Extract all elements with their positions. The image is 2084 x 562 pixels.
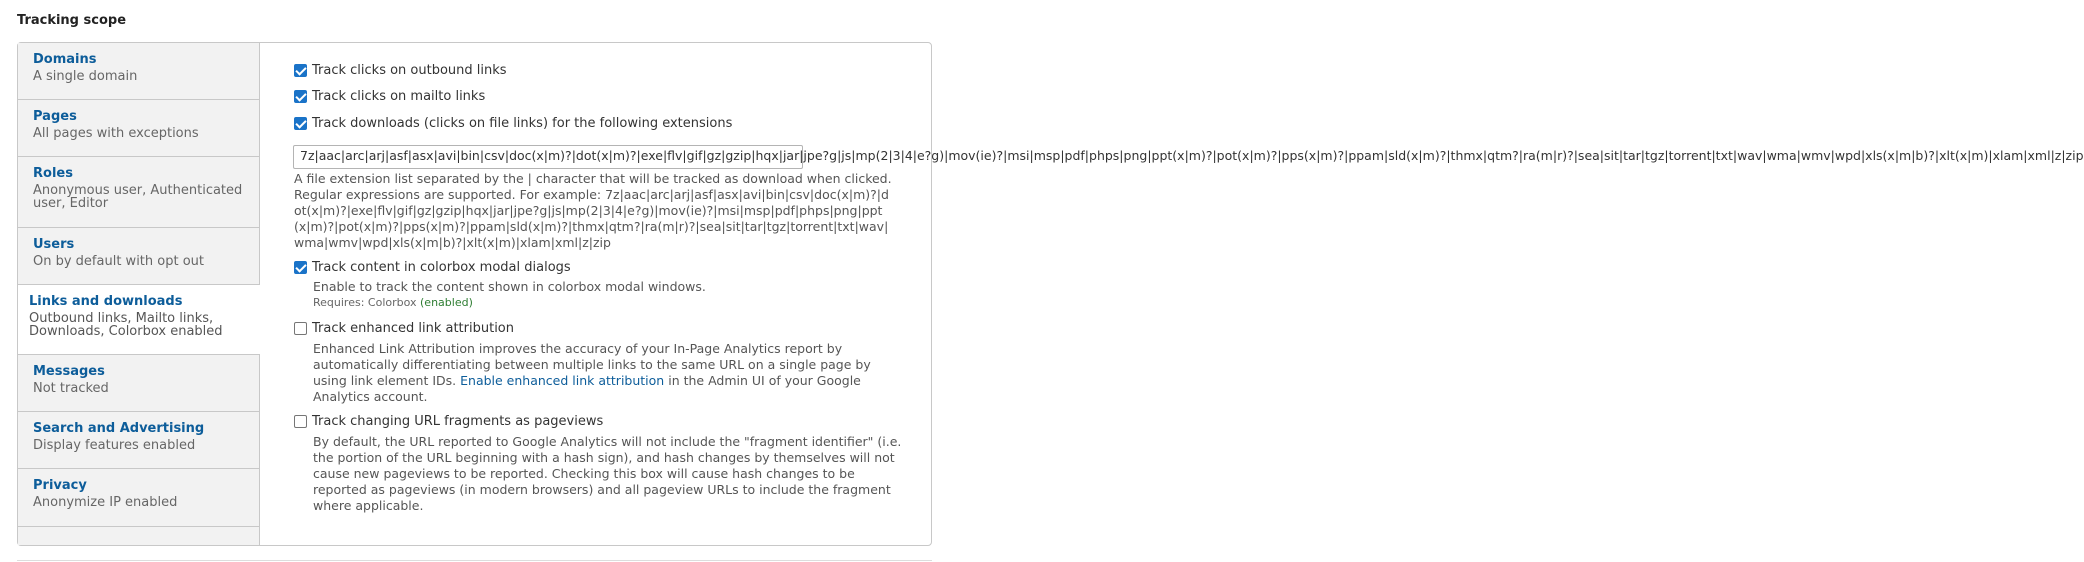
enhanced-description-text: Enhanced Link Attribution improves the accuracy of your In-Page Analytics report by automatically differentiating between multiple links to the same URL on a single page by using link element IDs. — [313, 341, 871, 388]
enhanced-description-text-end: in the Admin UI of your Google Analytics account. — [313, 373, 861, 404]
outbound-links-label[interactable]: Track clicks on outbound links — [312, 63, 507, 78]
tab-summary: All pages with exceptions — [33, 126, 199, 141]
tab-title: Links and downloads — [29, 294, 183, 309]
hash-change-checkbox[interactable] — [294, 415, 307, 428]
colorbox-label[interactable]: Track content in colorbox modal dialogs — [312, 260, 571, 275]
tab-summary: Not tracked — [33, 381, 109, 396]
tab-title: Messages — [33, 364, 105, 379]
colorbox-checkbox[interactable] — [294, 261, 307, 274]
tab-messages[interactable] — [18, 355, 259, 412]
colorbox-description: Enable to track the content shown in colorbox modal windows. — [313, 279, 706, 294]
section-title: Tracking scope — [17, 13, 127, 28]
mailto-links-label[interactable]: Track clicks on mailto links — [312, 89, 486, 104]
tab-domains[interactable] — [18, 43, 259, 100]
tab-summary: On by default with opt out — [33, 254, 204, 269]
extensions-description: A file extension list separated by the | character that will be tracked as download when clicked. Regular expressions are supported. For example: 7z|aac|arc|arj|asf|asx|avi|bin|csv|doc(x|m)?|dot(x|m)?|exe|flv|gif|gz|gzip|hqx|jar|jpe?g|js|mp(2|3|4|e?g)|mov(ie)?|msi|msp|pdf|phps|png|ppt(x|m)?|pot(x|m)?|pps(x|m)?|ppam|sld(x|m)?|thmx|qtm?|ra(m|r)?|sea|sit|tar|tgz|torrent|txt|wav|wma|wmv|wpd|xls(x|m|b)?|xlt(x|m)|xlam|xml|z|zip — [294, 171, 892, 250]
tab-privacy[interactable] — [18, 469, 259, 527]
tab-title: Privacy — [33, 478, 87, 493]
tab-links-and-downloads[interactable] — [18, 285, 260, 355]
tab-title: Pages — [33, 109, 77, 124]
hash-change-label[interactable]: Track changing URL fragments as pageviews — [312, 414, 604, 429]
tab-title: Search and Advertising — [33, 421, 205, 436]
tab-summary: Anonymous user, Authenticated user, Editor — [33, 183, 243, 211]
colorbox-requirement — [313, 296, 473, 309]
downloads-checkbox[interactable] — [294, 117, 307, 130]
enable-enhanced-link-attribution-link[interactable]: Enable enhanced link attribution — [460, 373, 665, 388]
hash-change-description: By default, the URL reported to Google Analytics will not include the "fragment identifier" (i.e. the portion of the URL beginning with a hash sign), and hash changes by themselves will not cause new pageviews to be reported. Checking this box will cause hash changes to be reported as pageviews (in modern browsers) and all pageview URLs to include the fragment where applicable. — [313, 434, 902, 513]
tab-pane-links-and-downloads — [260, 43, 2084, 545]
downloads-label[interactable]: Track downloads (clicks on file links) for the following extensions — [312, 116, 733, 131]
requires-text: Requires: Colorbox — [313, 296, 417, 309]
enabled-status: (enabled) — [420, 296, 473, 309]
tab-pages[interactable] — [18, 100, 259, 157]
tab-roles[interactable] — [18, 157, 259, 228]
enhanced-attribution-description — [313, 341, 893, 405]
tab-title: Domains — [33, 52, 97, 67]
tab-summary: Outbound links, Mailto links, Downloads, Colorbox enabled — [29, 311, 223, 339]
extensions-input[interactable]: 7z|aac|arc|arj|asf|asx|avi|bin|csv|doc(x|m)?|dot(x|m)?|exe|flv|gif|gz|gzip|hqx|jar|jpe?g|js|mp(2|3|4|e?g)|mov(ie)?|msi|msp|pdf|phps|png|ppt(x|m)?|pot(x|m)?|pps(x|m)?|ppam|sld(x|m)?|thmx|qtm?|ra(m|r)?|sea|sit|tar|tgz|torrent|txt|wav|wma|wmv|wpd|xls(x|m|b)?|xlt(x|m)|xlam|xml|z|zip — [293, 145, 803, 169]
vertical-tabs-menu — [18, 43, 260, 545]
mailto-links-checkbox[interactable] — [294, 90, 307, 103]
tab-users[interactable] — [18, 228, 259, 285]
tab-search-and-advertising[interactable] — [18, 412, 259, 469]
tab-title: Users — [33, 237, 75, 252]
enhanced-attribution-checkbox[interactable] — [294, 322, 307, 335]
tab-summary: Anonymize IP enabled — [33, 495, 178, 510]
tab-summary: A single domain — [33, 69, 138, 84]
outbound-links-checkbox[interactable] — [294, 64, 307, 77]
tab-summary: Display features enabled — [33, 438, 196, 453]
vertical-tabs — [17, 42, 2084, 546]
tab-title: Roles — [33, 166, 73, 181]
divider — [17, 560, 932, 561]
enhanced-attribution-label[interactable]: Track enhanced link attribution — [312, 321, 514, 336]
